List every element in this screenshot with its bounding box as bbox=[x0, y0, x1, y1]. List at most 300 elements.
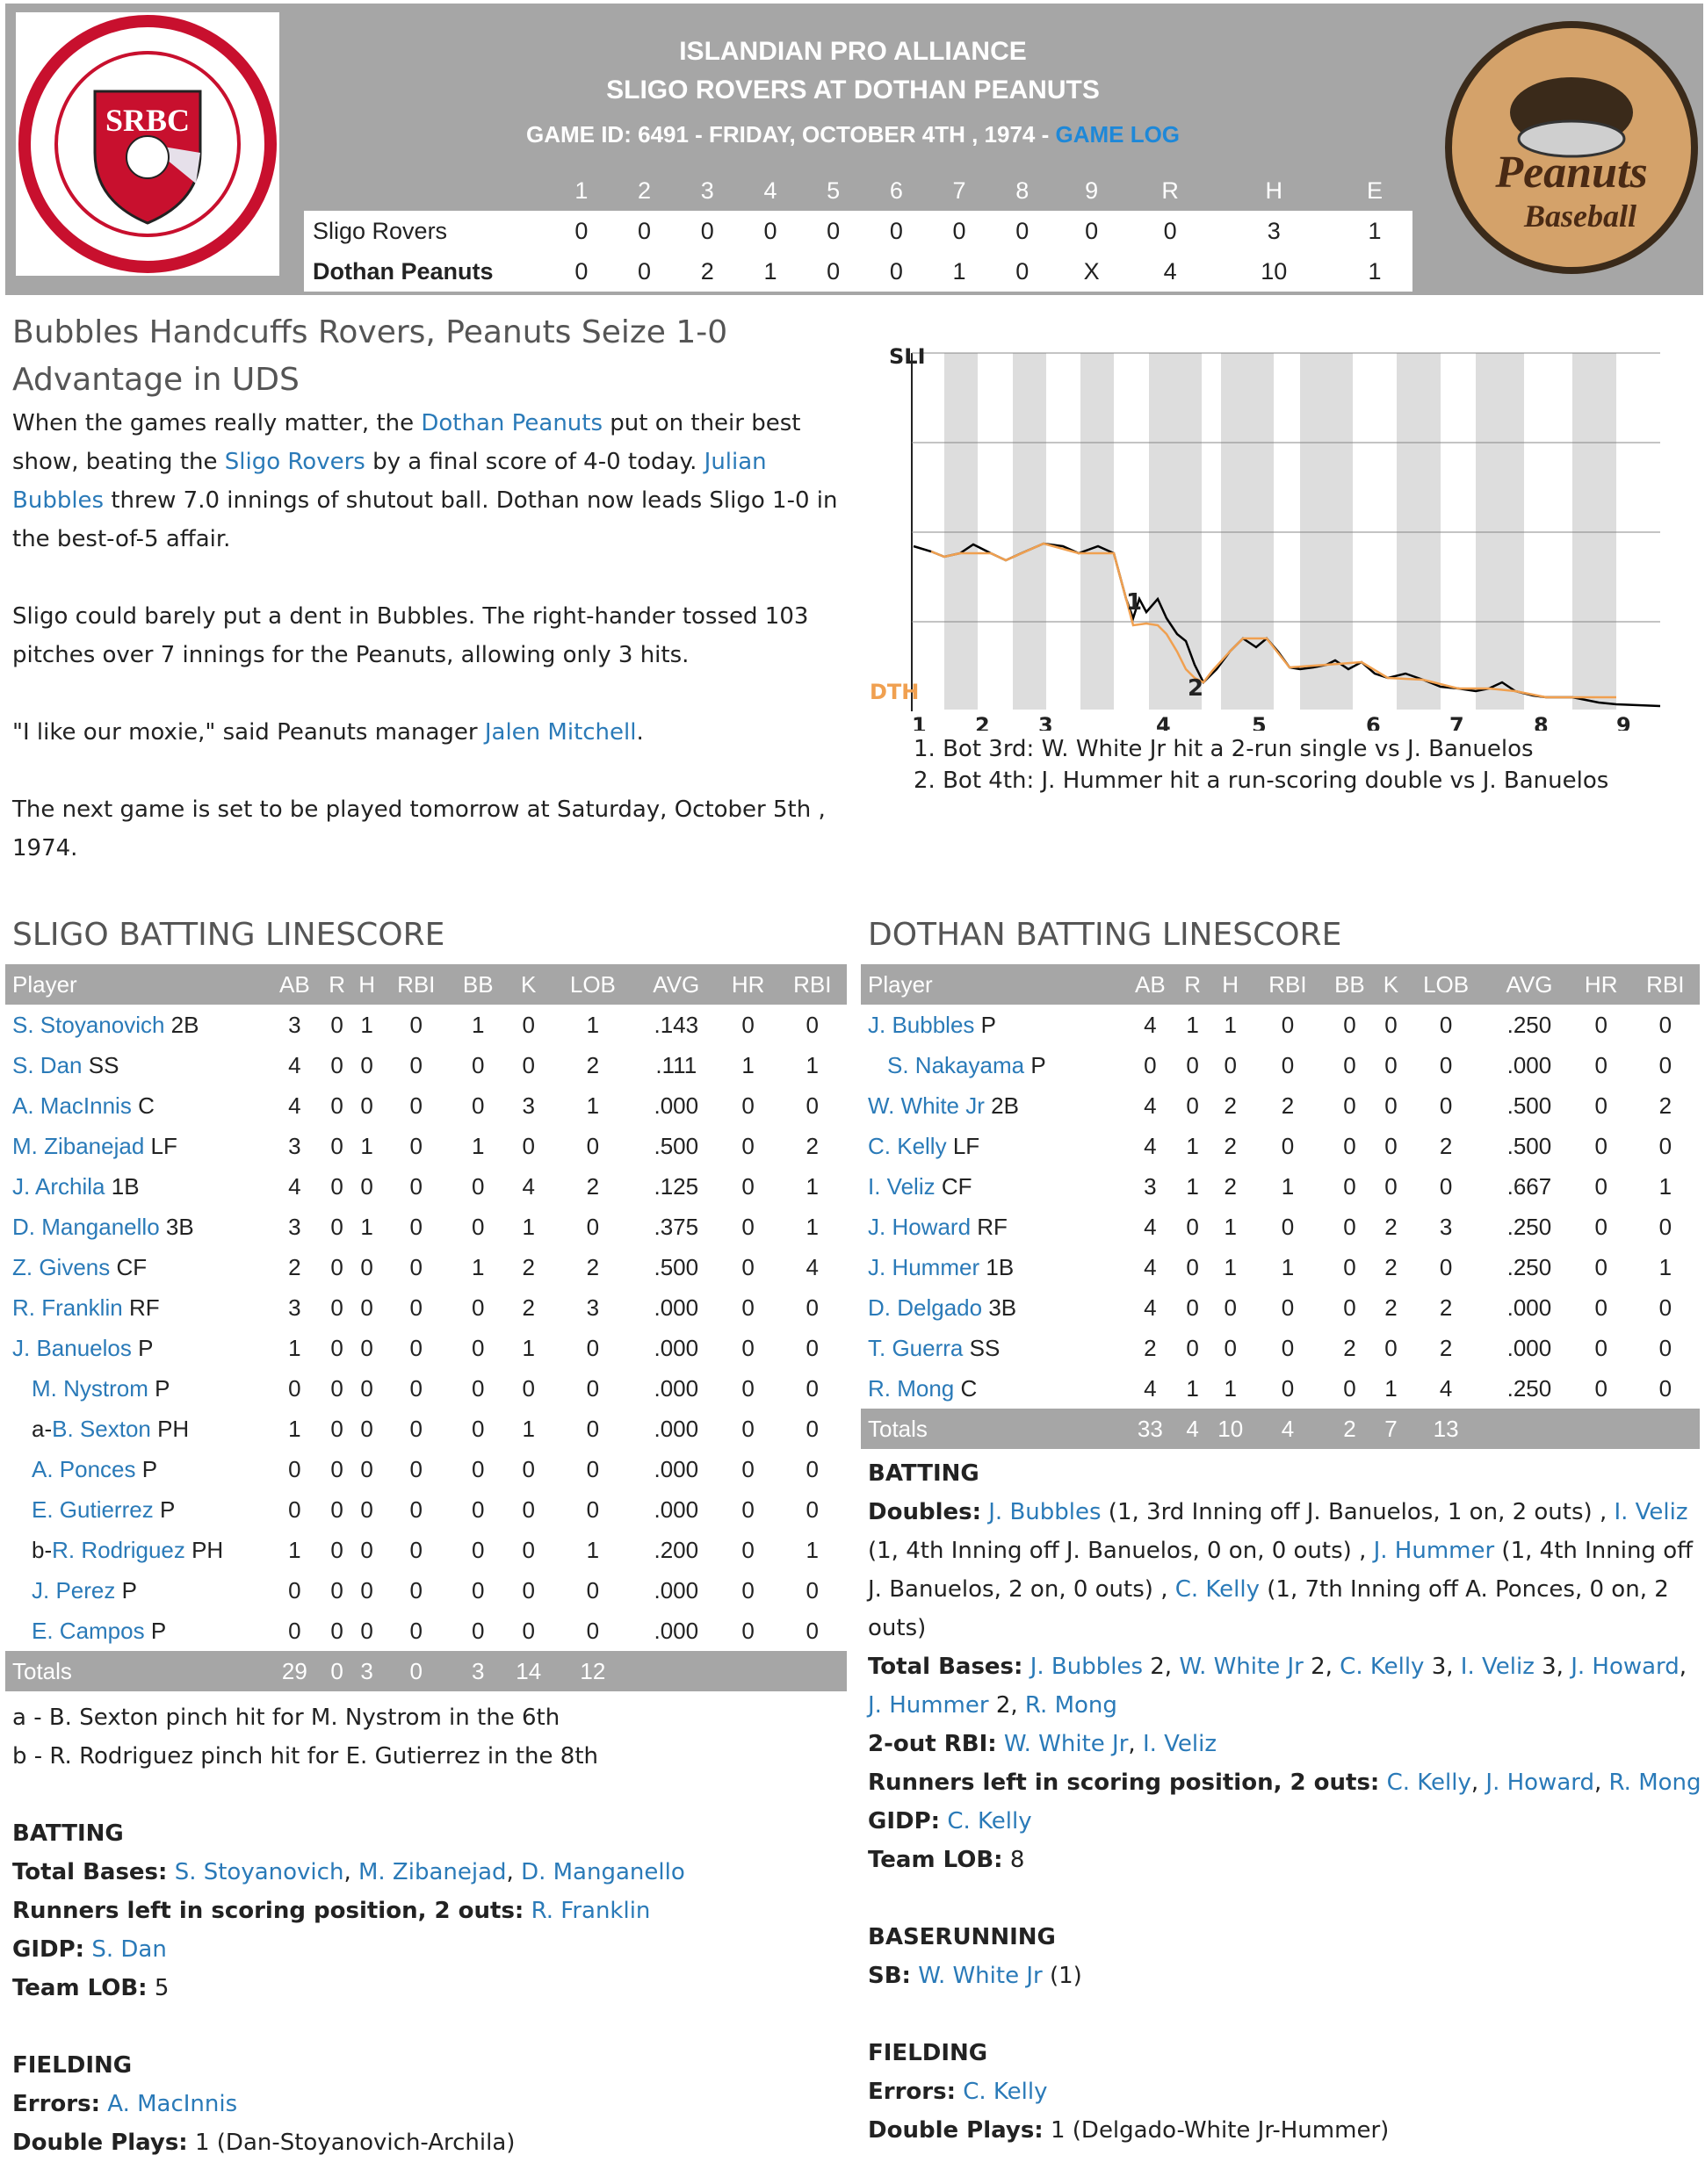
stat-cell: 0 bbox=[1594, 1294, 1607, 1321]
stat-cell: 0 bbox=[330, 1374, 343, 1402]
stat-cell: 2 bbox=[586, 1051, 600, 1078]
totals-cell bbox=[778, 1651, 847, 1691]
totals-cell: 3 bbox=[352, 1651, 382, 1691]
game-story bbox=[12, 309, 847, 906]
stat-cell: 0 bbox=[1658, 1051, 1672, 1078]
stat-cell: 0 bbox=[1343, 1132, 1356, 1159]
player-link[interactable]: E. Gutierrez bbox=[32, 1496, 154, 1523]
player-position: P bbox=[1030, 1051, 1046, 1078]
stat-cell: 0 bbox=[1343, 1172, 1356, 1200]
story-headline: Bubbles Handcuffs Rovers, Peanuts Seize 1-0 Advantage in UDS bbox=[12, 314, 728, 398]
player-link[interactable]: W. White Jr bbox=[1179, 1654, 1304, 1680]
player-link[interactable]: A. MacInnis bbox=[107, 2091, 238, 2117]
stat-cell: 2 bbox=[522, 1294, 535, 1321]
totals-cell: 4 bbox=[1178, 1409, 1208, 1449]
inning-shade bbox=[1149, 353, 1202, 710]
stat-cell: 0 bbox=[1144, 1051, 1157, 1078]
batting-column-header: R bbox=[1178, 964, 1208, 1005]
player-link[interactable]: A. Ponces bbox=[32, 1455, 136, 1482]
linescore-cell: 2 bbox=[675, 251, 739, 292]
stat-cell: 0 bbox=[360, 1576, 373, 1604]
sligo-batting-table bbox=[5, 964, 847, 1691]
player-link[interactable]: S. Stoyanovich bbox=[12, 1011, 165, 1038]
stat-cell: 3 bbox=[522, 1092, 535, 1119]
stat-cell: 1 bbox=[472, 1132, 485, 1159]
inning-shade bbox=[1300, 353, 1353, 710]
stat-cell: 0 bbox=[472, 1617, 485, 1644]
stat-cell: 0 bbox=[1594, 1253, 1607, 1280]
svg-text:SRBC: SRBC bbox=[105, 103, 191, 138]
player-cell bbox=[5, 1126, 267, 1166]
linescore-cell: 1 bbox=[1337, 251, 1412, 292]
totals-cell: 13 bbox=[1405, 1409, 1487, 1449]
player-position: LF bbox=[150, 1132, 177, 1159]
batting-column-header: AVG bbox=[1487, 964, 1571, 1005]
linescore-cell: 0 bbox=[550, 211, 613, 251]
stat-cell: 1 bbox=[1224, 1374, 1237, 1402]
player-cell bbox=[861, 1085, 1123, 1126]
batting-column-header: HR bbox=[719, 964, 778, 1005]
stat-cell: 1 bbox=[288, 1334, 301, 1361]
stat-cell: .000 bbox=[1506, 1294, 1552, 1321]
stat-cell: 0 bbox=[741, 1496, 755, 1523]
stat-cell: .500 bbox=[1506, 1132, 1552, 1159]
pinch-hit-prefix: b- bbox=[32, 1536, 53, 1563]
sli-home-label: DTH bbox=[870, 680, 920, 704]
stat-cell: 1 bbox=[1384, 1374, 1398, 1402]
stat-cell: 1 bbox=[472, 1253, 485, 1280]
stat-cell: .125 bbox=[654, 1172, 699, 1200]
dothan-doubles: Doubles: J. Bubbles (1, 3rd Inning off J. Banuelos, 1 on, 2 outs) , I. Veliz (1, 4th Inning off J. Banuelos, 0 on, 0 outs) , J. Hummer (1, 4th Inning off J. Banuelos, 2 on, 0 outs) , C. Kelly (1, 7th Inning off A. Ponces, 0 on, 2 outs) bbox=[868, 1499, 1694, 1641]
batting-row bbox=[5, 1166, 847, 1207]
linescore-cell: 0 bbox=[991, 251, 1054, 292]
player-link[interactable]: Z. Givens bbox=[12, 1253, 111, 1280]
stat-cell: 0 bbox=[330, 1092, 343, 1119]
stat-cell: 4 bbox=[288, 1172, 301, 1200]
stat-cell: 0 bbox=[741, 1172, 755, 1200]
stat-cell: 0 bbox=[409, 1455, 423, 1482]
stat-cell: 1 bbox=[1281, 1253, 1295, 1280]
stat-cell: 2 bbox=[806, 1132, 820, 1159]
stat-cell: 2 bbox=[288, 1253, 301, 1280]
player-cell bbox=[5, 1409, 267, 1449]
batting-row bbox=[5, 1287, 847, 1328]
stat-cell: 4 bbox=[806, 1253, 820, 1280]
stat-cell: 0 bbox=[741, 1617, 755, 1644]
stat-cell: 0 bbox=[360, 1253, 373, 1280]
player-link[interactable]: J. Bubbles bbox=[1030, 1654, 1143, 1680]
stat-cell: 0 bbox=[360, 1334, 373, 1361]
sligo-notes bbox=[12, 1698, 838, 2162]
stat-cell: 0 bbox=[330, 1051, 343, 1078]
dothan-fielding-heading: FIELDING bbox=[868, 2040, 988, 2066]
linescore-column-header: 1 bbox=[550, 170, 613, 211]
totals-cell bbox=[634, 1651, 719, 1691]
stat-cell: 0 bbox=[360, 1496, 373, 1523]
totals-cell bbox=[719, 1651, 778, 1691]
stat-cell: 1 bbox=[522, 1334, 535, 1361]
stat-cell: .250 bbox=[1506, 1253, 1552, 1280]
linescore-team-row bbox=[304, 211, 1412, 251]
player-cell bbox=[861, 1287, 1123, 1328]
inning-label: 5 bbox=[1252, 713, 1267, 731]
player-cell bbox=[861, 1126, 1123, 1166]
batting-header-row bbox=[5, 964, 847, 1005]
player-link[interactable]: B. Sexton bbox=[52, 1415, 151, 1442]
stat-cell: 0 bbox=[1281, 1132, 1295, 1159]
batting-row bbox=[5, 1409, 847, 1449]
stat-cell: 1 bbox=[1186, 1132, 1199, 1159]
stat-cell: 1 bbox=[1224, 1213, 1237, 1240]
stat-cell: 2 bbox=[586, 1172, 600, 1200]
dothan-double-plays: Double Plays: 1 (Delgado-White Jr-Hummer) bbox=[868, 2117, 1390, 2144]
stat-cell: 0 bbox=[1186, 1092, 1199, 1119]
player-link[interactable]: T. Guerra bbox=[868, 1334, 964, 1361]
stat-cell: 1 bbox=[522, 1415, 535, 1442]
dothan-stolen-bases: SB: W. White Jr (1) bbox=[868, 1963, 1082, 1989]
player-link[interactable]: R. Franklin bbox=[12, 1294, 123, 1321]
batting-row bbox=[861, 1287, 1700, 1328]
stat-cell: 0 bbox=[288, 1374, 301, 1402]
player-link[interactable]: R. Mong bbox=[868, 1374, 955, 1402]
player-link[interactable]: J. Hummer bbox=[868, 1253, 980, 1280]
linescore-cell: 0 bbox=[865, 211, 928, 251]
player-link[interactable]: D. Delgado bbox=[868, 1294, 983, 1321]
stat-cell: 0 bbox=[360, 1294, 373, 1321]
batting-row bbox=[5, 1045, 847, 1085]
pinch-hit-prefix: a- bbox=[32, 1415, 53, 1442]
stat-cell: 0 bbox=[472, 1092, 485, 1119]
player-cell bbox=[5, 1570, 267, 1611]
player-link[interactable]: C. Kelly bbox=[1386, 1770, 1471, 1796]
stat-cell: 0 bbox=[806, 1415, 820, 1442]
batting-column-header: AVG bbox=[634, 964, 719, 1005]
dothan-risp: Runners left in scoring position, 2 outs: C. Kelly, J. Howard, R. Mong bbox=[868, 1770, 1701, 1796]
player-link[interactable]: S. Dan bbox=[12, 1051, 83, 1078]
stat-cell: 0 bbox=[1281, 1294, 1295, 1321]
stat-cell: 4 bbox=[522, 1172, 535, 1200]
footnote-a: a - B. Sexton pinch hit for M. Nystrom in the 6th bbox=[12, 1705, 560, 1731]
batting-column-header: Player bbox=[861, 964, 1123, 1005]
stat-cell: 0 bbox=[330, 1011, 343, 1038]
player-link[interactable]: J. Hummer bbox=[1373, 1538, 1495, 1564]
stat-cell: 0 bbox=[741, 1455, 755, 1482]
inning-label: 6 bbox=[1366, 713, 1381, 731]
stat-cell: 0 bbox=[1343, 1213, 1356, 1240]
stat-cell: 0 bbox=[522, 1496, 535, 1523]
stat-cell: 0 bbox=[522, 1536, 535, 1563]
linescore-cell: 0 bbox=[550, 251, 613, 292]
stat-cell: 0 bbox=[409, 1536, 423, 1563]
batting-column-header: K bbox=[506, 964, 552, 1005]
totals-cell: 2 bbox=[1322, 1409, 1377, 1449]
stat-cell: 0 bbox=[409, 1092, 423, 1119]
totals-cell: 33 bbox=[1123, 1409, 1178, 1449]
stat-cell: 3 bbox=[1439, 1213, 1453, 1240]
player-cell bbox=[861, 1247, 1123, 1287]
stat-cell: .000 bbox=[654, 1294, 699, 1321]
player-link[interactable]: J. Howard bbox=[1571, 1654, 1680, 1680]
linescore-column-header: 5 bbox=[802, 170, 865, 211]
player-link[interactable]: R. Mong bbox=[1024, 1692, 1117, 1719]
player-link[interactable]: E. Campos bbox=[32, 1617, 145, 1644]
linescore-cell: 3 bbox=[1211, 211, 1337, 251]
julian-bubbles-link[interactable]: Julian Bubbles bbox=[12, 449, 767, 514]
stat-cell: 0 bbox=[1594, 1334, 1607, 1361]
linescore-column-header: E bbox=[1337, 170, 1412, 211]
player-link[interactable]: J. Hummer bbox=[868, 1692, 989, 1719]
sligo-batting-heading: BATTING bbox=[12, 1820, 124, 1847]
sli-note-2: 2. Bot 4th: J. Hummer hit a run-scoring double vs J. Banuelos bbox=[914, 768, 1609, 794]
dothan-baserunning-heading: BASERUNNING bbox=[868, 1924, 1056, 1950]
stat-cell: .500 bbox=[654, 1253, 699, 1280]
stat-cell: 0 bbox=[409, 1172, 423, 1200]
stat-cell: 0 bbox=[741, 1253, 755, 1280]
stat-cell: 3 bbox=[288, 1294, 301, 1321]
stat-cell: .500 bbox=[1506, 1092, 1552, 1119]
stat-cell: 0 bbox=[806, 1011, 820, 1038]
stat-cell: 0 bbox=[360, 1617, 373, 1644]
player-position: SS bbox=[969, 1334, 1001, 1361]
stat-cell: 0 bbox=[586, 1374, 600, 1402]
batting-column-header: LOB bbox=[1405, 964, 1487, 1005]
stat-cell: 0 bbox=[1186, 1253, 1199, 1280]
stat-cell: 0 bbox=[522, 1374, 535, 1402]
stat-cell: 0 bbox=[586, 1334, 600, 1361]
player-cell bbox=[5, 1449, 267, 1489]
matchup-title: SLIGO ROVERS AT DOTHAN PEANUTS bbox=[606, 76, 1100, 105]
stat-cell: 0 bbox=[288, 1455, 301, 1482]
player-link[interactable]: C. Kelly bbox=[947, 1808, 1032, 1834]
batting-row bbox=[861, 1328, 1700, 1368]
stat-cell: 1 bbox=[1658, 1172, 1672, 1200]
sli-away-label: SLI bbox=[889, 344, 926, 369]
batting-row bbox=[5, 1085, 847, 1126]
stat-cell: 0 bbox=[472, 1536, 485, 1563]
stat-cell: 0 bbox=[1343, 1092, 1356, 1119]
stat-cell: 0 bbox=[409, 1415, 423, 1442]
stat-cell: 4 bbox=[1439, 1374, 1453, 1402]
batting-column-header: BB bbox=[451, 964, 506, 1005]
player-link[interactable]: W. White Jr bbox=[1003, 1731, 1129, 1757]
player-link[interactable]: M. Zibanejad bbox=[358, 1859, 507, 1885]
stat-cell: 0 bbox=[360, 1374, 373, 1402]
player-link[interactable]: W. White Jr bbox=[868, 1092, 985, 1119]
linescore-cell: X bbox=[1054, 251, 1130, 292]
linescore-column-header: 2 bbox=[613, 170, 676, 211]
batting-column-header: RBI bbox=[1253, 964, 1322, 1005]
player-link[interactable]: J. Howard bbox=[868, 1213, 972, 1240]
player-position: 2B bbox=[991, 1092, 1019, 1119]
stat-cell: 0 bbox=[472, 1576, 485, 1604]
player-position: RF bbox=[128, 1294, 160, 1321]
stat-cell: 0 bbox=[1186, 1051, 1199, 1078]
player-link[interactable]: W. White Jr bbox=[918, 1963, 1043, 1989]
stat-cell: .667 bbox=[1506, 1172, 1552, 1200]
player-link[interactable]: M. Zibanejad bbox=[12, 1132, 145, 1159]
batting-row bbox=[5, 1489, 847, 1530]
stat-cell: 0 bbox=[1224, 1051, 1237, 1078]
sligo-gidp: GIDP: S. Dan bbox=[12, 1936, 167, 1963]
stat-cell: 0 bbox=[1439, 1253, 1453, 1280]
inning-shade bbox=[944, 353, 978, 710]
stat-cell: 0 bbox=[1439, 1092, 1453, 1119]
stat-cell: 0 bbox=[806, 1496, 820, 1523]
stat-cell: 0 bbox=[1658, 1213, 1672, 1240]
win-probability-chart bbox=[843, 335, 1704, 810]
stat-cell: 2 bbox=[1281, 1092, 1295, 1119]
stat-cell: .000 bbox=[654, 1455, 699, 1482]
jalen-mitchell-link[interactable]: Jalen Mitchell bbox=[484, 719, 637, 746]
dothan-batting-title: DOTHAN BATTING LINESCORE bbox=[868, 917, 1342, 953]
inning-shade bbox=[1013, 353, 1046, 710]
stat-cell: 0 bbox=[472, 1374, 485, 1402]
story-paragraph-1: When the games really matter, the Dothan Peanuts put on their best show, beating the Sligo Rovers by a final score of 4-0 today. Julian Bubbles threw 7.0 innings of shutout ball. Dothan now leads Sligo 1-0 in the best-of-5 affair. bbox=[12, 410, 838, 552]
linescore-cell: 1 bbox=[1337, 211, 1412, 251]
player-link[interactable]: J. Bubbles bbox=[988, 1499, 1102, 1525]
player-link[interactable]: S. Nakayama bbox=[887, 1051, 1025, 1078]
linescore-cell: 1 bbox=[739, 251, 802, 292]
stat-cell: 0 bbox=[1224, 1334, 1237, 1361]
player-link[interactable]: R. Mong bbox=[1608, 1770, 1701, 1796]
player-link[interactable]: J. Bubbles bbox=[868, 1011, 975, 1038]
stat-cell: 0 bbox=[741, 1374, 755, 1402]
stat-cell: 1 bbox=[806, 1051, 820, 1078]
stat-cell: .000 bbox=[654, 1334, 699, 1361]
stat-cell: 0 bbox=[330, 1334, 343, 1361]
sligo-risp: Runners left in scoring position, 2 outs: R. Franklin bbox=[12, 1898, 651, 1924]
totals-cell: 0 bbox=[382, 1651, 451, 1691]
batting-row bbox=[5, 1328, 847, 1368]
stat-cell: 4 bbox=[1144, 1374, 1157, 1402]
stat-cell: 0 bbox=[330, 1253, 343, 1280]
stat-cell: 0 bbox=[330, 1617, 343, 1644]
inning-label: 2 bbox=[975, 713, 990, 731]
stat-cell: 0 bbox=[1594, 1374, 1607, 1402]
player-cell bbox=[5, 1489, 267, 1530]
stat-cell: 0 bbox=[1343, 1011, 1356, 1038]
stat-cell: 1 bbox=[1224, 1253, 1237, 1280]
stat-cell: 0 bbox=[586, 1415, 600, 1442]
player-cell bbox=[5, 1045, 267, 1085]
stat-cell: 1 bbox=[586, 1092, 600, 1119]
sligo-fielding-heading: FIELDING bbox=[12, 2052, 133, 2079]
stat-cell: 0 bbox=[741, 1011, 755, 1038]
sligo-rovers-link[interactable]: Sligo Rovers bbox=[224, 449, 365, 475]
player-link[interactable]: D. Manganello bbox=[521, 1859, 685, 1885]
player-link[interactable]: C. Kelly bbox=[1340, 1654, 1425, 1680]
player-link[interactable]: R. Rodriguez bbox=[52, 1536, 185, 1563]
player-position: PH bbox=[157, 1415, 190, 1442]
player-link[interactable]: J. Banuelos bbox=[12, 1334, 132, 1361]
stat-cell: 0 bbox=[330, 1415, 343, 1442]
player-position: C bbox=[960, 1374, 978, 1402]
stat-cell: 0 bbox=[472, 1334, 485, 1361]
player-link[interactable]: M. Nystrom bbox=[32, 1374, 148, 1402]
stat-cell: 0 bbox=[1384, 1172, 1398, 1200]
player-position: SS bbox=[88, 1051, 119, 1078]
stat-cell: 0 bbox=[1281, 1334, 1295, 1361]
stat-cell: 1 bbox=[360, 1132, 373, 1159]
dothan-peanuts-link[interactable]: Dothan Peanuts bbox=[421, 410, 603, 436]
player-link[interactable]: J. Howard bbox=[1485, 1770, 1594, 1796]
player-link[interactable]: S. Stoyanovich bbox=[174, 1859, 344, 1885]
stat-cell: 0 bbox=[1594, 1051, 1607, 1078]
linescore-column-header: 7 bbox=[928, 170, 991, 211]
stat-cell: 0 bbox=[409, 1374, 423, 1402]
sligo-errors: Errors: A. MacInnis bbox=[12, 2091, 238, 2117]
stat-cell: 0 bbox=[1594, 1213, 1607, 1240]
stat-cell: 2 bbox=[1439, 1132, 1453, 1159]
dothan-errors: Errors: C. Kelly bbox=[868, 2079, 1048, 2105]
stat-cell: 0 bbox=[1281, 1011, 1295, 1038]
player-link[interactable]: C. Kelly bbox=[868, 1132, 947, 1159]
stat-cell: 0 bbox=[741, 1294, 755, 1321]
stat-cell: 1 bbox=[360, 1213, 373, 1240]
player-link[interactable]: R. Franklin bbox=[531, 1898, 651, 1924]
totals-cell: 4 bbox=[1253, 1409, 1322, 1449]
stat-cell: 0 bbox=[522, 1011, 535, 1038]
stat-cell: 0 bbox=[1658, 1374, 1672, 1402]
batting-row bbox=[861, 1207, 1700, 1247]
linescore-column-header: H bbox=[1211, 170, 1337, 211]
linescore-team-header bbox=[304, 170, 550, 211]
event-marker-1: 1 bbox=[1126, 589, 1143, 616]
player-link[interactable]: I. Veliz bbox=[1460, 1654, 1535, 1680]
stat-cell: 2 bbox=[1144, 1334, 1157, 1361]
stat-cell: 0 bbox=[360, 1415, 373, 1442]
sligo-rovers-logo bbox=[16, 12, 279, 276]
stat-cell: .250 bbox=[1506, 1213, 1552, 1240]
stat-cell: 1 bbox=[1186, 1374, 1199, 1402]
linescore-column-header: 4 bbox=[739, 170, 802, 211]
player-link[interactable]: J. Perez bbox=[32, 1576, 116, 1604]
dothan-total-bases: Total Bases: J. Bubbles 2, W. White Jr 2, C. Kelly 3, I. Veliz 3, J. Howard, J. Hummer 2, R. Mong bbox=[868, 1654, 1687, 1719]
stat-cell: 4 bbox=[1144, 1253, 1157, 1280]
player-link[interactable]: I. Veliz bbox=[1614, 1499, 1688, 1525]
stat-cell: 0 bbox=[1224, 1294, 1237, 1321]
player-position: 1B bbox=[986, 1253, 1015, 1280]
player-position: P bbox=[159, 1496, 176, 1523]
player-cell bbox=[5, 1005, 267, 1045]
player-link[interactable]: C. Kelly bbox=[963, 2079, 1048, 2105]
player-link[interactable]: C. Kelly bbox=[1174, 1576, 1260, 1603]
stat-cell: 2 bbox=[1343, 1334, 1356, 1361]
stat-cell: 0 bbox=[741, 1334, 755, 1361]
stat-cell: 3 bbox=[288, 1011, 301, 1038]
player-link[interactable]: J. Archila bbox=[12, 1172, 105, 1200]
stat-cell: 0 bbox=[288, 1496, 301, 1523]
stat-cell: 0 bbox=[741, 1536, 755, 1563]
dothan-gidp: GIDP: C. Kelly bbox=[868, 1808, 1032, 1834]
stat-cell: .000 bbox=[654, 1374, 699, 1402]
stat-cell: 0 bbox=[522, 1051, 535, 1078]
player-link[interactable]: D. Manganello bbox=[12, 1213, 160, 1240]
linescore-cell: 0 bbox=[928, 211, 991, 251]
game-log-link[interactable]: GAME LOG bbox=[1055, 121, 1181, 148]
stat-cell: 1 bbox=[522, 1213, 535, 1240]
linescore-cell: 0 bbox=[1054, 211, 1130, 251]
player-link[interactable]: I. Veliz bbox=[868, 1172, 936, 1200]
batting-row bbox=[5, 1530, 847, 1570]
player-cell bbox=[5, 1328, 267, 1368]
player-link[interactable]: A. MacInnis bbox=[12, 1092, 132, 1119]
player-link[interactable]: S. Dan bbox=[91, 1936, 167, 1963]
stat-cell: 3 bbox=[288, 1132, 301, 1159]
player-cell bbox=[5, 1166, 267, 1207]
player-link[interactable]: I. Veliz bbox=[1142, 1731, 1217, 1757]
stat-cell: 0 bbox=[806, 1334, 820, 1361]
